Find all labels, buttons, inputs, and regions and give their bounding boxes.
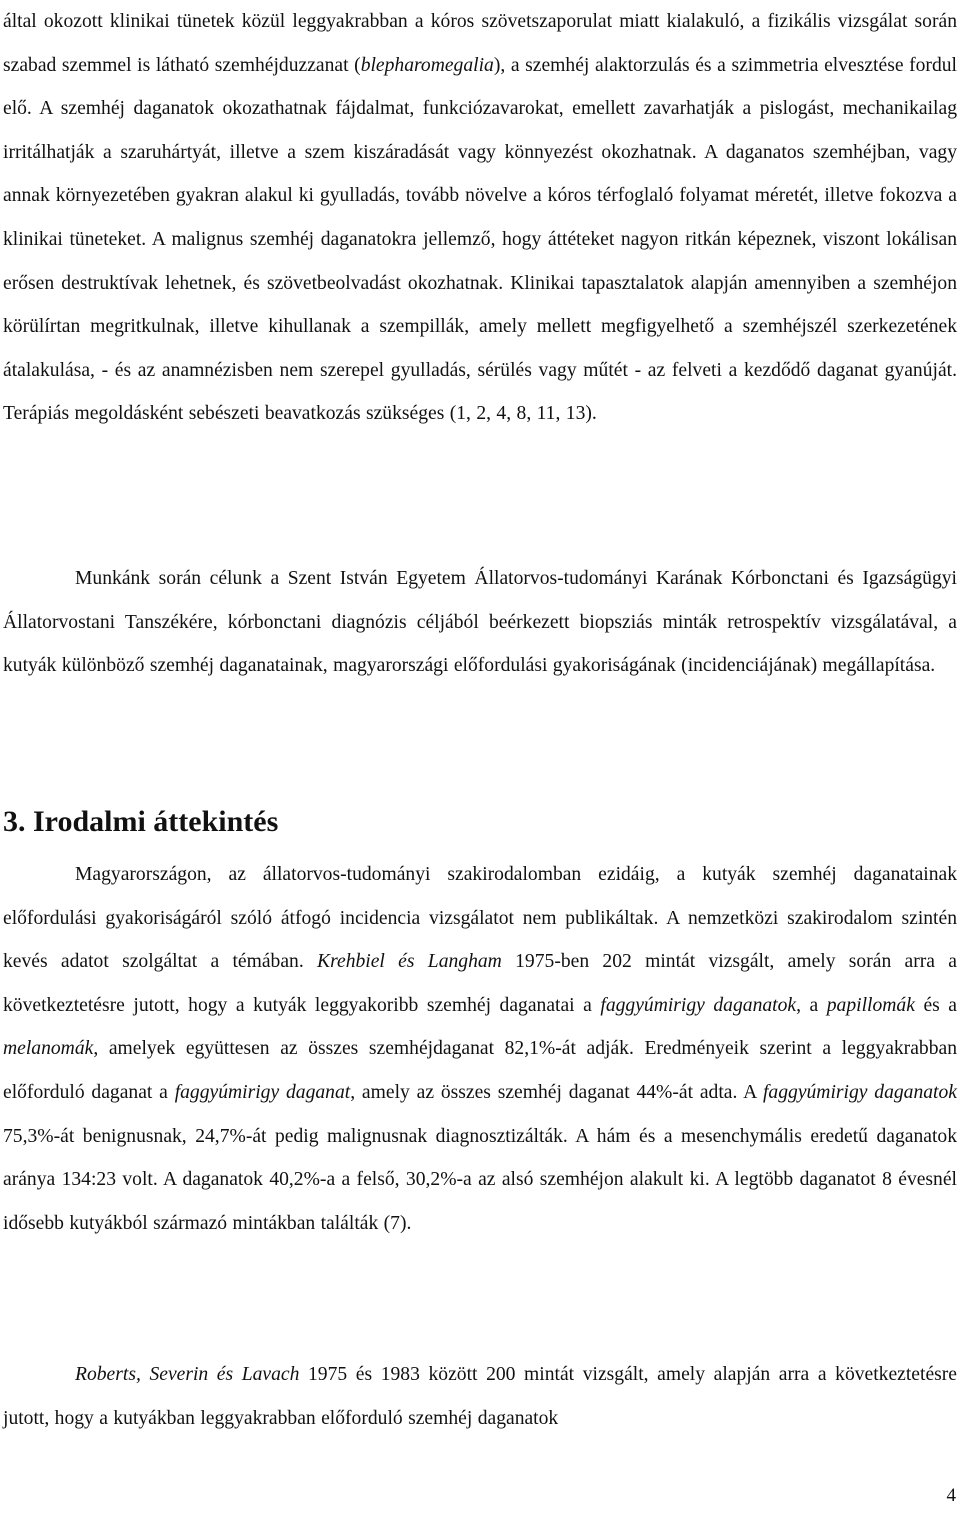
italic-term: faggyúmirigy daganatok <box>762 1081 957 1103</box>
section-heading: 3. Irodalmi áttekintés <box>3 805 279 838</box>
text-run: 1975 és 1983 között 200 mintát vizsgált, amely alapján arra a következtetésre jutott, hogy a kutyákban leggyakrabban előforduló szemhéj daganatok <box>3 1364 957 1429</box>
italic-citation: Roberts, Severin és Lavach <box>75 1364 300 1385</box>
text-run: és a <box>914 994 957 1016</box>
italic-term: papillomák <box>826 994 915 1016</box>
italic-term: blepharomegalia <box>360 54 494 76</box>
paragraph-roberts-study <box>3 1353 957 1440</box>
text-run: ), a szemhéj alaktorzulás és a szimmetria elvesztése fordul elő. A szemhéj daganatok okozathatnak fájdalmat, funkciózavarokat, emellett zavarhatják a pislogást, mechanikailag irritálhatják a szaruhártyát, illetve a szem kiszáradását vagy könnyezést okozhatnak. A daganatos szemhéjban, vagy annak környezetében gyakran alakul ki gyulladás, tovább növelve a kóros térfoglaló folyamat méretét, illetve fokozva a klinikai tüneteket. A malignus szemhéj daganatokra jellemző, hogy áttéteket nagyon ritkán képeznek, viszont lokálisan erősen destruktívak lehetnek, és szövetbeolvadást okozhatnak. Klinikai tapasztalatok alapján amennyiben a szemhéjon körülírtan megritkulnak, illetve kihullanak a szempillák, amely mellett megfigyelhető a szemhéjszél szerkezetének átalakulása, - és az anamnézisben nem szerepel gyulladás, sérülés vagy műtét - az felveti a kezdődő daganat gyanúját. Terápiás megoldásként sebészeti beavatkozás szükséges (1, 2, 4, 8, 11, 13). <box>3 54 957 425</box>
text-run: 75,3%-át benignusnak, 24,7%-át pedig malignusnak diagnosztizálták. A hám és a mesenchymális eredetű daganatok aránya 134:23 volt. A daganatok 40,2%-a a felső, 30,2%-a az alsó szemhéjon alakult ki. A legtöbb daganatot 8 évesnél idősebb kutyákból származó mintákban találták (7). <box>3 1125 957 1234</box>
italic-term: faggyúmirigy daganatok <box>600 994 797 1016</box>
paragraph-study-aim: Munkánk során célunk a Szent István Egyetem Állatorvos-tudományi Karának Kórbonctani és Igazságügyi Állatorvostani Tanszékére, kórbonctani diagnózis céljából beérkezett biopsziás minták retrospektív vizsgálatával, a kutyák különböző szemhéj daganatainak, magyarországi előfordulási gyakoriságának (incidenciájának) megállapítása. <box>3 568 957 677</box>
text-run: , a <box>796 994 827 1016</box>
page-number: 4 <box>946 1485 956 1506</box>
text-run: , amely az összes szemhéj daganat 44%-át adta. A <box>350 1081 763 1103</box>
text-run: 1975-ben 202 mintát vizsgált, amely során arra a következtetésre jutott, hogy a kutyák leggyakoribb szemhéj daganatai a <box>3 951 957 1016</box>
text-run: , amelyek együttesen az összes szemhéjdaganat 82,1%-át adják. Eredményeik szerint a leggyakrabban előforduló daganat a <box>3 1038 957 1103</box>
text-run: Magyarországon, az állatorvos-tudományi szakirodalomban ezidáig, a kutyák szemhéj daganatainak előfordulási gyakoriságáról szóló átfogó incidencia vizsgálatot nem publikáltak. A nemzetközi szakirodalom szintén kevés adatot szolgáltat a témában. <box>3 864 957 973</box>
italic-term: melanomák <box>3 1038 94 1060</box>
italic-citation: Krehbiel és Langham <box>317 951 502 973</box>
text-run: által okozott klinikai tünetek közül leggyakrabban a kóros szövetszaporulat miatt kialakuló, a fizikális vizsgálat során szabad szemmel is látható szemhéjduzzanat ( <box>3 11 957 76</box>
paragraph-clinical-symptoms <box>3 0 957 436</box>
paragraph-literature-review <box>3 853 957 1245</box>
italic-term: faggyúmirigy daganat <box>174 1081 351 1103</box>
